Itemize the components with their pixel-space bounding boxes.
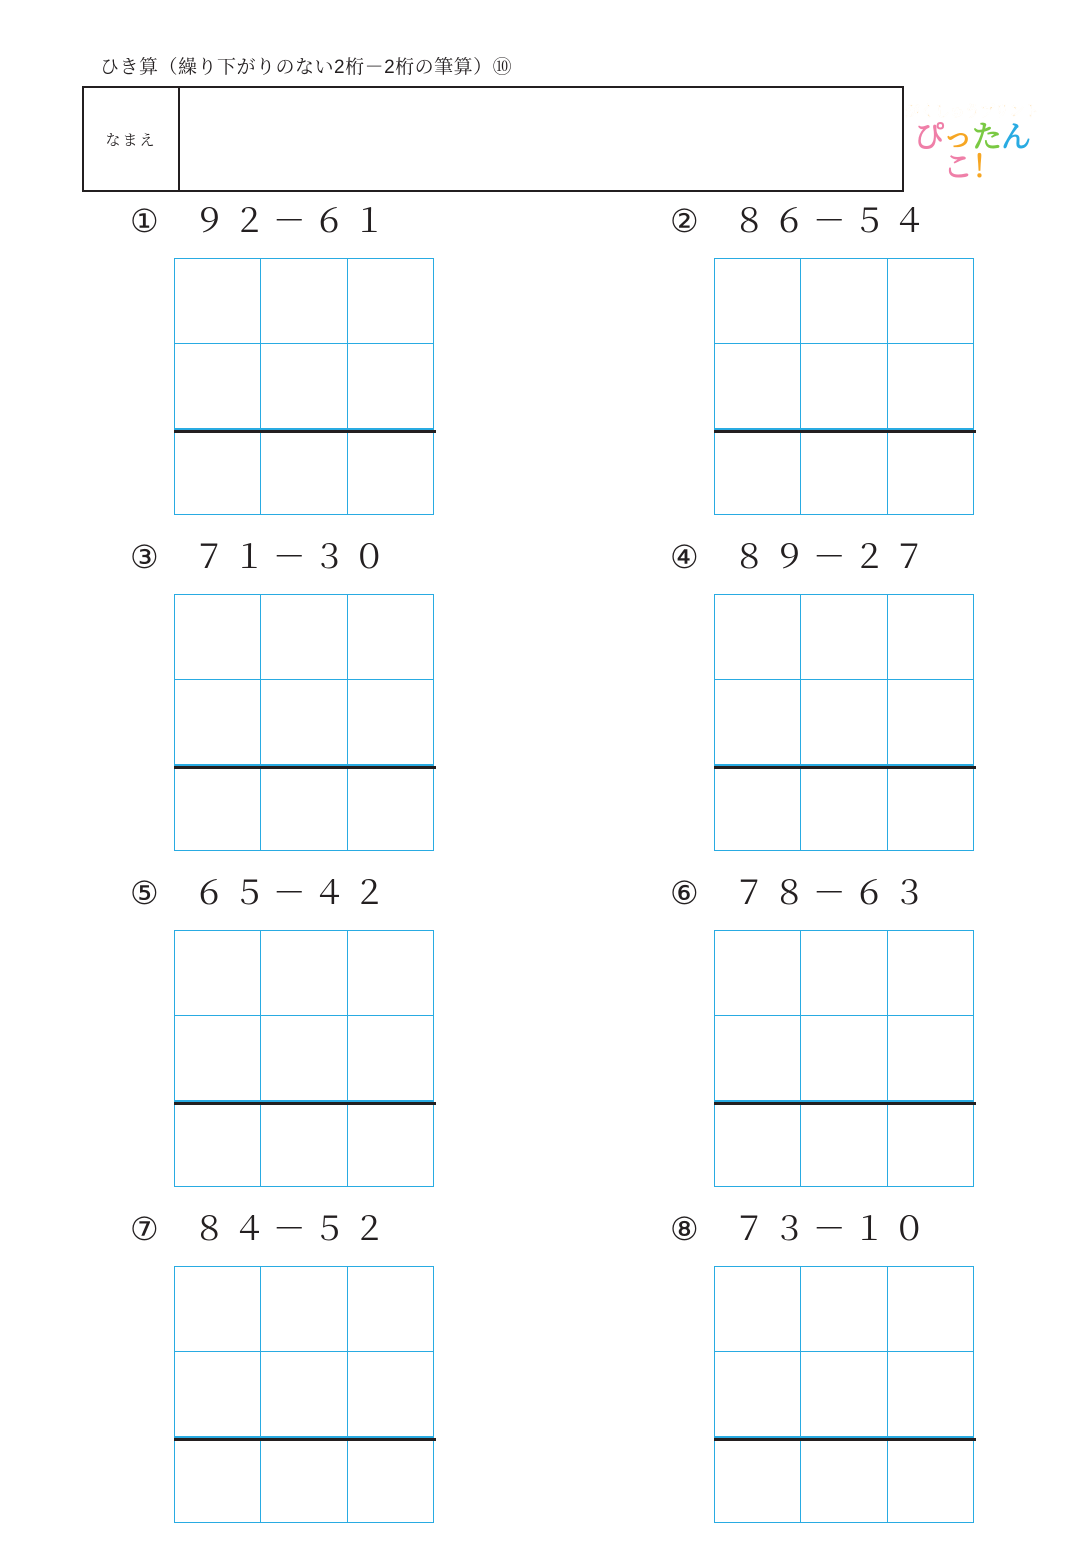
grid-cell[interactable] <box>260 930 347 1016</box>
problem-row <box>0 196 1080 532</box>
grid-row <box>714 1266 976 1352</box>
grid-cell[interactable] <box>800 1351 887 1437</box>
grid-cell[interactable] <box>174 1266 261 1352</box>
logo-char-6: ！ <box>972 151 1001 184</box>
answer-rule-line <box>174 766 436 769</box>
calculation-grid[interactable] <box>714 1266 976 1524</box>
grid-row <box>714 1352 976 1438</box>
problem-header <box>0 537 540 576</box>
grid-cell[interactable] <box>347 343 434 429</box>
problem-row <box>0 1204 1080 1540</box>
grid-cell[interactable] <box>714 930 801 1016</box>
grid-cell[interactable] <box>347 1101 434 1187</box>
answer-rule-line <box>714 1102 976 1105</box>
grid-cell[interactable] <box>800 343 887 429</box>
grid-cell[interactable] <box>260 1351 347 1437</box>
logo-char-4: ん <box>1001 121 1030 154</box>
grid-row <box>174 1102 436 1188</box>
name-input-area[interactable] <box>180 88 902 190</box>
grid-cell[interactable] <box>174 343 261 429</box>
name-box <box>82 86 904 192</box>
grid-cell[interactable] <box>714 1015 801 1101</box>
grid-cell[interactable] <box>800 594 887 680</box>
grid-row <box>714 258 976 344</box>
grid-cell[interactable] <box>800 429 887 515</box>
problem-list <box>0 196 1080 1540</box>
answer-rule-line <box>714 430 976 433</box>
grid-cell[interactable] <box>887 594 974 680</box>
grid-cell[interactable] <box>260 429 347 515</box>
grid-row <box>174 1352 436 1438</box>
grid-cell[interactable] <box>714 1437 801 1523</box>
problem-expression: ７８－６３ <box>732 873 933 912</box>
grid-cell[interactable] <box>347 1351 434 1437</box>
problem-header <box>0 1209 540 1248</box>
grid-cell[interactable] <box>260 343 347 429</box>
grid-cell[interactable] <box>714 429 801 515</box>
problem-number: ⑤ <box>130 874 159 912</box>
calculation-grid[interactable] <box>714 930 976 1188</box>
grid-cell[interactable] <box>174 1101 261 1187</box>
problem-header <box>0 201 540 240</box>
problem-number: ④ <box>670 538 699 576</box>
grid-cell[interactable] <box>260 594 347 680</box>
grid-cell[interactable] <box>174 594 261 680</box>
grid-cell[interactable] <box>174 1437 261 1523</box>
grid-row <box>714 930 976 1016</box>
calculation-grid[interactable] <box>174 594 436 852</box>
grid-cell[interactable] <box>174 1015 261 1101</box>
problem-expression: ８６－５４ <box>732 201 933 240</box>
problem-expression: ７３－１０ <box>732 1209 933 1248</box>
problem-item <box>0 196 540 532</box>
calculation-grid[interactable] <box>714 258 976 516</box>
grid-cell[interactable] <box>347 930 434 1016</box>
grid-cell[interactable] <box>174 429 261 515</box>
grid-cell[interactable] <box>800 930 887 1016</box>
grid-cell[interactable] <box>260 258 347 344</box>
grid-cell[interactable] <box>714 1266 801 1352</box>
grid-row <box>174 1438 436 1524</box>
grid-row <box>174 680 436 766</box>
grid-cell[interactable] <box>887 679 974 765</box>
grid-cell[interactable] <box>714 1101 801 1187</box>
problem-expression: ９２－６１ <box>192 201 393 240</box>
logo-char-2: っ <box>943 121 972 154</box>
problem-number: ⑦ <box>130 1210 159 1248</box>
problem-expression: ８４－５２ <box>192 1209 393 1248</box>
answer-rule-line <box>714 766 976 769</box>
grid-cell[interactable] <box>714 679 801 765</box>
problem-number: ⑥ <box>670 874 699 912</box>
grid-row <box>174 430 436 516</box>
grid-cell[interactable] <box>887 1101 974 1187</box>
grid-row <box>714 594 976 680</box>
grid-cell[interactable] <box>800 1101 887 1187</box>
grid-cell[interactable] <box>347 679 434 765</box>
answer-rule-line <box>714 1438 976 1441</box>
problem-header <box>0 873 540 912</box>
grid-cell[interactable] <box>347 1266 434 1352</box>
grid-cell[interactable] <box>800 679 887 765</box>
problem-item <box>540 1204 1080 1540</box>
grid-cell[interactable] <box>714 258 801 344</box>
grid-row <box>174 594 436 680</box>
problem-item <box>0 532 540 868</box>
grid-cell[interactable] <box>887 1437 974 1523</box>
name-label-cell <box>84 88 180 190</box>
grid-cell[interactable] <box>260 1437 347 1523</box>
logo-char-5: こ <box>943 151 972 184</box>
calculation-grid[interactable] <box>174 930 436 1188</box>
grid-row <box>714 1016 976 1102</box>
grid-cell[interactable] <box>260 1015 347 1101</box>
grid-cell[interactable] <box>887 1351 974 1437</box>
problem-header <box>540 201 1080 240</box>
problem-number: ⑧ <box>670 1210 699 1248</box>
grid-row <box>174 344 436 430</box>
grid-cell[interactable] <box>800 1266 887 1352</box>
name-label: なまえ <box>105 131 157 149</box>
grid-cell[interactable] <box>800 1015 887 1101</box>
problem-expression: ６５－４２ <box>192 873 393 912</box>
grid-cell[interactable] <box>887 765 974 851</box>
brand-logo <box>892 104 1052 183</box>
grid-cell[interactable] <box>174 765 261 851</box>
grid-cell[interactable] <box>800 1437 887 1523</box>
problem-item <box>540 868 1080 1204</box>
grid-cell[interactable] <box>260 765 347 851</box>
grid-cell[interactable] <box>800 765 887 851</box>
grid-cell[interactable] <box>260 1101 347 1187</box>
problem-expression: ７１－３０ <box>192 537 393 576</box>
problem-item <box>0 868 540 1204</box>
problem-row <box>0 532 1080 868</box>
logo-char-3: た <box>972 121 1001 154</box>
problem-number: ① <box>130 202 159 240</box>
grid-cell[interactable] <box>174 1351 261 1437</box>
grid-cell[interactable] <box>347 594 434 680</box>
grid-cell[interactable] <box>347 765 434 851</box>
grid-row <box>714 766 976 852</box>
grid-row <box>174 1016 436 1102</box>
grid-cell[interactable] <box>887 429 974 515</box>
problem-item <box>540 532 1080 868</box>
grid-row <box>174 1266 436 1352</box>
problem-item <box>540 196 1080 532</box>
grid-row <box>714 430 976 516</box>
problem-number: ③ <box>130 538 159 576</box>
problem-expression: ８９－２７ <box>732 537 933 576</box>
grid-cell[interactable] <box>174 258 261 344</box>
grid-row <box>714 680 976 766</box>
grid-cell[interactable] <box>260 1266 347 1352</box>
answer-rule-line <box>174 1102 436 1105</box>
grid-cell[interactable] <box>887 343 974 429</box>
problem-number: ② <box>670 202 699 240</box>
grid-cell[interactable] <box>714 343 801 429</box>
problem-row <box>0 868 1080 1204</box>
problem-header <box>540 873 1080 912</box>
calculation-grid[interactable] <box>174 1266 436 1524</box>
grid-cell[interactable] <box>887 258 974 344</box>
grid-row <box>714 1438 976 1524</box>
grid-cell[interactable] <box>714 1351 801 1437</box>
grid-cell[interactable] <box>260 679 347 765</box>
calculation-grid[interactable] <box>174 258 436 516</box>
grid-row <box>174 930 436 1016</box>
grid-cell[interactable] <box>347 429 434 515</box>
grid-cell[interactable] <box>347 1437 434 1523</box>
answer-rule-line <box>174 430 436 433</box>
grid-row <box>714 344 976 430</box>
problem-header <box>540 537 1080 576</box>
logo-top-text: がくしゅうプリント <box>904 103 1040 120</box>
calculation-grid[interactable] <box>714 594 976 852</box>
grid-cell[interactable] <box>347 258 434 344</box>
problem-item <box>0 1204 540 1540</box>
grid-cell[interactable] <box>714 765 801 851</box>
grid-row <box>174 766 436 852</box>
grid-cell[interactable] <box>800 258 887 344</box>
grid-cell[interactable] <box>174 930 261 1016</box>
grid-cell[interactable] <box>347 1015 434 1101</box>
grid-cell[interactable] <box>887 930 974 1016</box>
grid-cell[interactable] <box>887 1015 974 1101</box>
grid-row <box>714 1102 976 1188</box>
logo-main-text <box>892 123 1052 183</box>
grid-cell[interactable] <box>174 679 261 765</box>
logo-char-1: ぴ <box>914 121 943 154</box>
grid-cell[interactable] <box>887 1266 974 1352</box>
problem-header <box>540 1209 1080 1248</box>
worksheet-title: ひき算（繰り下がりのない2桁－2桁の筆算）⑩ <box>100 57 513 78</box>
grid-row <box>174 258 436 344</box>
grid-cell[interactable] <box>714 594 801 680</box>
answer-rule-line <box>174 1438 436 1441</box>
